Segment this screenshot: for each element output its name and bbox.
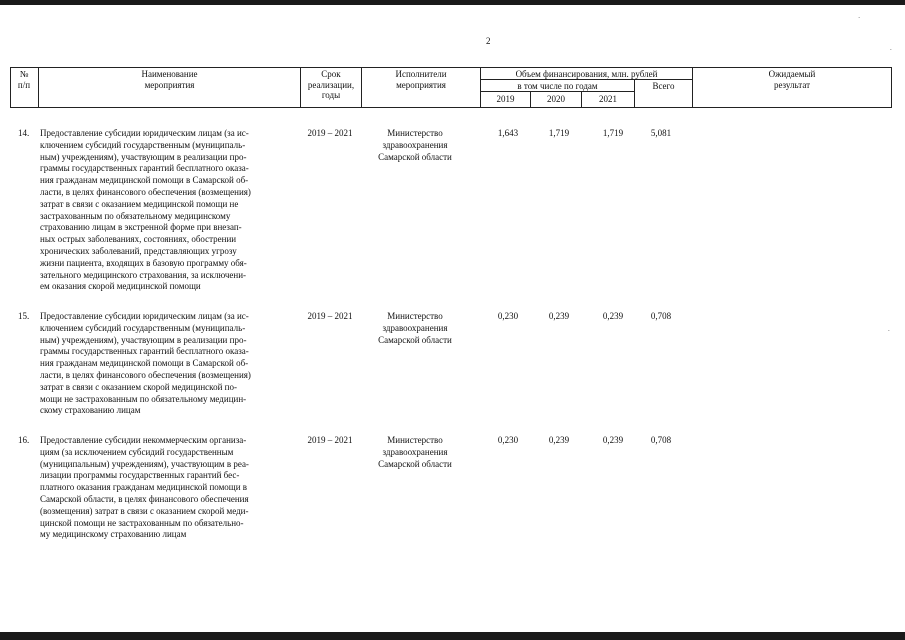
row-executor-line: здравоохранения [382,446,448,457]
row-value-2020: 1,719 [548,128,570,138]
row-name-line: граммы государственных гарантий бесплатного оказа- [40,346,249,357]
row-executor-line: здравоохранения [382,139,448,150]
row-name-line: страхованию лицам в экстренной форме при внезап- [40,222,242,233]
row-name-line: ным) учреждениям), участвующим в реализации про- [40,334,247,345]
row-executor-line: Самарской области [378,334,452,345]
row-executor-line: Самарской области [378,458,452,469]
row-executor-line: здравоохранения [382,322,448,333]
row-name-line: зательного медицинского страхования, за исключени- [40,269,247,280]
row-name-line: скому страхованию лицам [40,405,141,416]
header-period-line: годы [321,90,341,100]
header-period-line: реализации, [307,79,355,90]
row-value-2019: 1,643 [497,128,519,138]
row-name [40,311,298,417]
row-name-line: (возмещения) затрат в связи с оказанием скорой меди- [40,505,249,516]
row-name-line: циям (за исключением субсидий государственным [40,446,234,457]
page-number: 2 [486,36,491,46]
header-executors-line: мероприятия [396,79,446,90]
row-name [40,128,298,293]
header-total: Всего [652,81,675,91]
row-name-line: ем оказания скорой медицинской помощи [40,281,201,292]
row-name-line: цинской помощи не застрахованным по обязательно- [40,517,244,528]
row-name-line: Предоставление субсидии юридическим лицам (за ис- [40,128,249,138]
row-name [40,435,298,541]
row-name-line: ния гражданам медицинской помощи в Самарской об- [40,358,249,369]
scan-speck: . [890,44,892,52]
row-value-2019: 0,230 [497,311,519,321]
row-name-line: Самарской области, в целях финансового обеспечения [40,493,249,504]
header-top-rule [10,67,892,68]
row-name-line: граммы государственных гарантий бесплатного оказа- [40,163,249,174]
header-period [301,69,361,101]
row-value-total: 0,708 [650,435,672,445]
row-name-line: ласти, в целях финансового обеспечения (возмещения) [40,186,251,197]
row-period: 2019 – 2021 [307,435,353,445]
header-name [39,69,300,90]
scan-speck: . [888,325,890,333]
header-num-line: № [19,69,29,79]
row-value-total: 0,708 [650,311,672,321]
row-value-2019: 0,230 [497,435,519,445]
row-name-line: му медицинскому страхованию лицам [40,529,187,540]
header-vline [891,67,892,108]
header-bottom-rule [10,107,892,108]
row-name-line: ным) учреждениям), участвующим в реализации про- [40,151,247,162]
row-name-line: ных острых заболеваниях, состояниях, обострении [40,234,237,245]
row-name-line: ключением субсидий государственным (муниципаль- [40,139,246,150]
header-result [693,69,891,90]
row-name-line: ключением субсидий государственным (муниципаль- [40,322,246,333]
row-executor [361,311,469,346]
row-number: 16. [18,435,30,445]
header-period-line: Срок [321,69,341,79]
row-name-line: затрат в связи с оказанием скорой медицинской по- [40,381,237,392]
row-name-line: застрахованным по обязательному медицинскому [40,210,231,221]
row-name-line: лизации программы государственных гарантий бес- [40,470,240,481]
row-name-line: затрат в связи с оказанием медицинской помощи не [40,198,239,209]
row-name-line: жизни пациента, входящих в базовую программу обя- [40,257,247,268]
row-executor-line: Министерство [387,311,443,321]
row-name-line: ласти, в целях финансового обеспечения (возмещения) [40,369,251,380]
scan-speck: ` [858,16,861,24]
header-funding: Объем финансирования, млн. рублей [515,69,658,79]
row-period: 2019 – 2021 [307,128,353,138]
header-result-line: результат [773,79,811,90]
header-year-2019: 2019 [496,94,515,104]
row-value-2020: 0,239 [548,311,570,321]
row-value-total: 5,081 [650,128,672,138]
header-name-line: Наименование [141,69,198,79]
row-period: 2019 – 2021 [307,311,353,321]
row-executor-line: Министерство [387,128,443,138]
header-executors [362,69,480,90]
header-by-years: в том числе по годам [517,81,598,91]
header-num [10,69,38,90]
row-executor-line: Министерство [387,435,443,445]
header-name-line: мероприятия [144,79,195,90]
header-executors-line: Исполнители [395,69,447,79]
row-executor [361,128,469,163]
row-executor [361,435,469,470]
header-year-2021: 2021 [599,94,617,104]
row-value-2021: 0,239 [602,435,624,445]
scan-top-border [0,0,905,5]
row-number: 14. [18,128,30,138]
row-name-line: Предоставление субсидии некоммерческим организа- [40,435,247,445]
row-name-line: платного оказания гражданам медицинской помощи в [40,482,248,493]
header-num-line: п/п [17,79,31,90]
row-executor-line: Самарской области [378,151,452,162]
row-name-line: ния гражданам медицинской помощи в Самарской об- [40,175,249,186]
scan-bottom-border [0,632,905,640]
row-name-line: хронических заболеваний, представляющих угрозу [40,245,237,256]
row-name-line: Предоставление субсидии юридическим лицам (за ис- [40,311,249,321]
row-value-2021: 0,239 [602,311,624,321]
row-value-2021: 1,719 [602,128,624,138]
header-result-line: Ожидаемый [768,69,816,79]
header-year-2020: 2020 [547,94,565,104]
row-number: 15. [18,311,30,321]
row-name-line: мощи не застрахованным по обязательному медицин- [40,393,247,404]
table-header [10,67,892,108]
row-value-2020: 0,239 [548,435,570,445]
row-name-line: (муниципальным) учреждениям), участвующим в реа- [40,458,249,469]
